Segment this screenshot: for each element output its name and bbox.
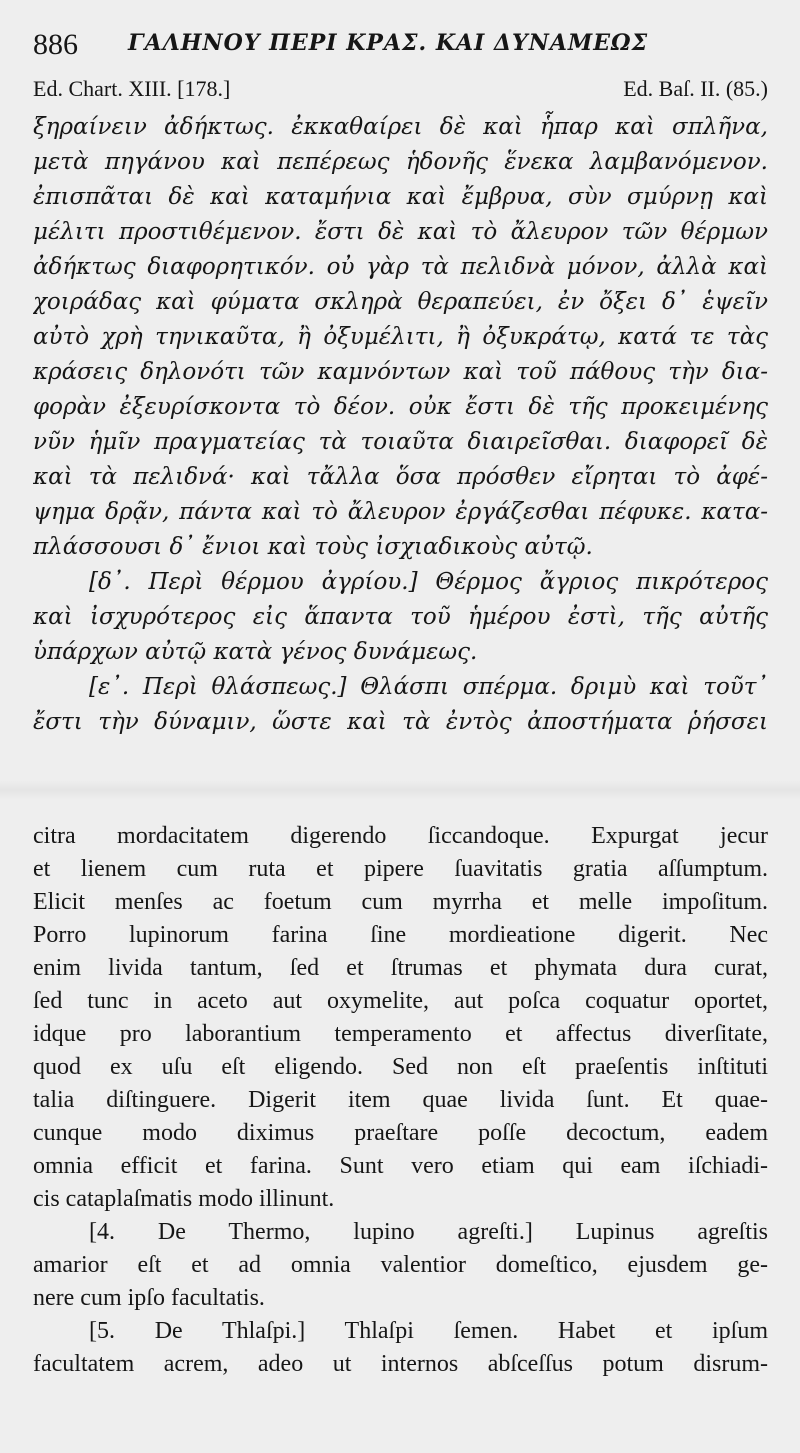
greek-line: μέλιτι προστιθέμενον. ἔστι δὲ καὶ τὸ ἄλευρον τῶν θέρμων [33, 219, 768, 245]
greek-section-heading-line: [δ᾽. Περὶ θέρμου ἀγρίου.] Θέρμος ἄγριος πικρότερος [89, 569, 768, 595]
latin-line: cunque modo diximus praeſtare poſſe decoctum, eadem [33, 1120, 768, 1146]
latin-line: enim livida tantum, ſed et ſtrumas et phymata dura curat, [33, 955, 768, 981]
page-header [33, 28, 773, 68]
latin-line: quod ex uſu eſt eligendo. Sed non eſt praeſentis inſtituti [33, 1054, 768, 1080]
latin-line: omnia efficit et farina. Sunt vero etiam qui eam iſchiadi- [33, 1153, 768, 1179]
page-number: 886 [33, 28, 78, 61]
greek-line: ἀδήκτως διαφορητικόν. οὐ γὰρ τὰ πελιδνὰ μόνον, ἀλλὰ καὶ [33, 254, 768, 280]
running-title: ΓΑΛΗΝΟΥ ΠΕΡΙ ΚΡΑΣ. ΚΑΙ ΔΥΝΑΜΕΩΣ [128, 30, 649, 56]
latin-line: citra mordacitatem digerendo ſiccandoque. Expurgat jecur [33, 823, 768, 849]
greek-line: ἐπισπᾶται δὲ καὶ καταμήνια καὶ ἔμβρυα, σὺν σμύρνῃ καὶ [33, 184, 768, 210]
latin-line: idque pro laborantium temperamento et affectus diverſitate, [33, 1021, 768, 1047]
greek-line: χοιράδας καὶ φύματα σκληρὰ θεραπεύει, ἐν ὄξει δ᾽ ἑψεῖν [33, 289, 768, 315]
greek-line: ψημα δρᾷν, πάντα καὶ τὸ ἄλευρον ἐργάζεσθαι πέφυκε. κατα- [33, 499, 768, 525]
greek-section-heading-line: [ε᾽. Περὶ θλάσπεως.] Θλάσπι σπέρμα. δριμὺ καὶ τοῦτ᾽ [89, 674, 768, 700]
latin-line: cis cataplaſmatis modo illinunt. [33, 1186, 335, 1212]
greek-line: νῦν ἡμῖν πραγματείας τὰ τοιαῦτα διαιρεῖσθαι. διαφορεῖ δὲ [33, 429, 768, 455]
greek-line: ἔστι τὴν δύναμιν, ὥστε καὶ τὰ ἐντὸς ἀποστήματα ῥήσσει [33, 709, 768, 735]
bleed-through-band [0, 780, 800, 800]
latin-line: Porro lupinorum farina ſine mordieatione digerit. Nec [33, 922, 768, 948]
latin-line: amarior eſt et ad omnia valentior domeſtico, ejusdem ge- [33, 1252, 768, 1278]
greek-line: μετὰ πηγάνου καὶ πεπέρεως ἡδονῆς ἕνεκα λαμβανόμενον. [33, 149, 768, 175]
latin-section-heading-line: [4. De Thermo, lupino agreſti.] Lupinus agreſtis [89, 1219, 768, 1245]
latin-section-heading-line: [5. De Thlaſpi.] Thlaſpi ſemen. Habet et ipſum [89, 1318, 768, 1344]
greek-line: αὐτὸ χρὴ τηνικαῦτα, ἢ ὀξυμέλιτι, ἢ ὀξυκράτῳ, κατά τε τὰς [33, 324, 768, 350]
latin-line: facultatem acrem, adeo ut internos abſceſſus potum disrum- [33, 1351, 768, 1377]
edition-references [33, 76, 768, 106]
latin-line: Elicit menſes ac foetum cum myrrha et melle impoſitum. [33, 889, 768, 915]
latin-line: nere cum ipſo facultatis. [33, 1285, 265, 1311]
latin-line: et lienem cum ruta et pipere ſuavitatis gratia aſſumptum. [33, 856, 768, 882]
edition-left: Ed. Chart. XIII. [178.] [33, 76, 231, 101]
greek-line: ξηραίνειν ἀδήκτως. ἐκκαθαίρει δὲ καὶ ἧπαρ καὶ σπλῆνα, [33, 114, 768, 140]
greek-line: φορὰν ἐξευρίσκοντα τὸ δέον. οὐκ ἔστι δὲ τῆς προκειμένης [33, 394, 768, 420]
edition-right: Ed. Baſ. II. (85.) [623, 76, 768, 101]
greek-line: κράσεις δηλονότι τῶν καμνόντων καὶ τοῦ πάθους τὴν δια- [33, 359, 768, 385]
greek-line: ὑπάρχων αὐτῷ κατὰ γένος δυνάμεως. [33, 639, 478, 665]
greek-line: καὶ ἰσχυρότερος εἰς ἅπαντα τοῦ ἡμέρου ἐστὶ, τῆς αὐτῆς [33, 604, 768, 630]
latin-line: talia diſtinguere. Digerit item quae livida ſunt. Et quae- [33, 1087, 768, 1113]
greek-line: καὶ τὰ πελιδνά· καὶ τἄλλα ὅσα πρόσθεν εἴρηται τὸ ἀφέ- [33, 464, 768, 490]
latin-line: ſed tunc in aceto aut oxymelite, aut poſca coquatur oportet, [33, 988, 768, 1014]
greek-text-block [33, 110, 768, 740]
greek-line: πλάσσουσι δ᾽ ἔνιοι καὶ τοὺς ἰσχιαδικοὺς αὐτῷ. [33, 534, 593, 560]
latin-text-block [33, 820, 768, 1381]
